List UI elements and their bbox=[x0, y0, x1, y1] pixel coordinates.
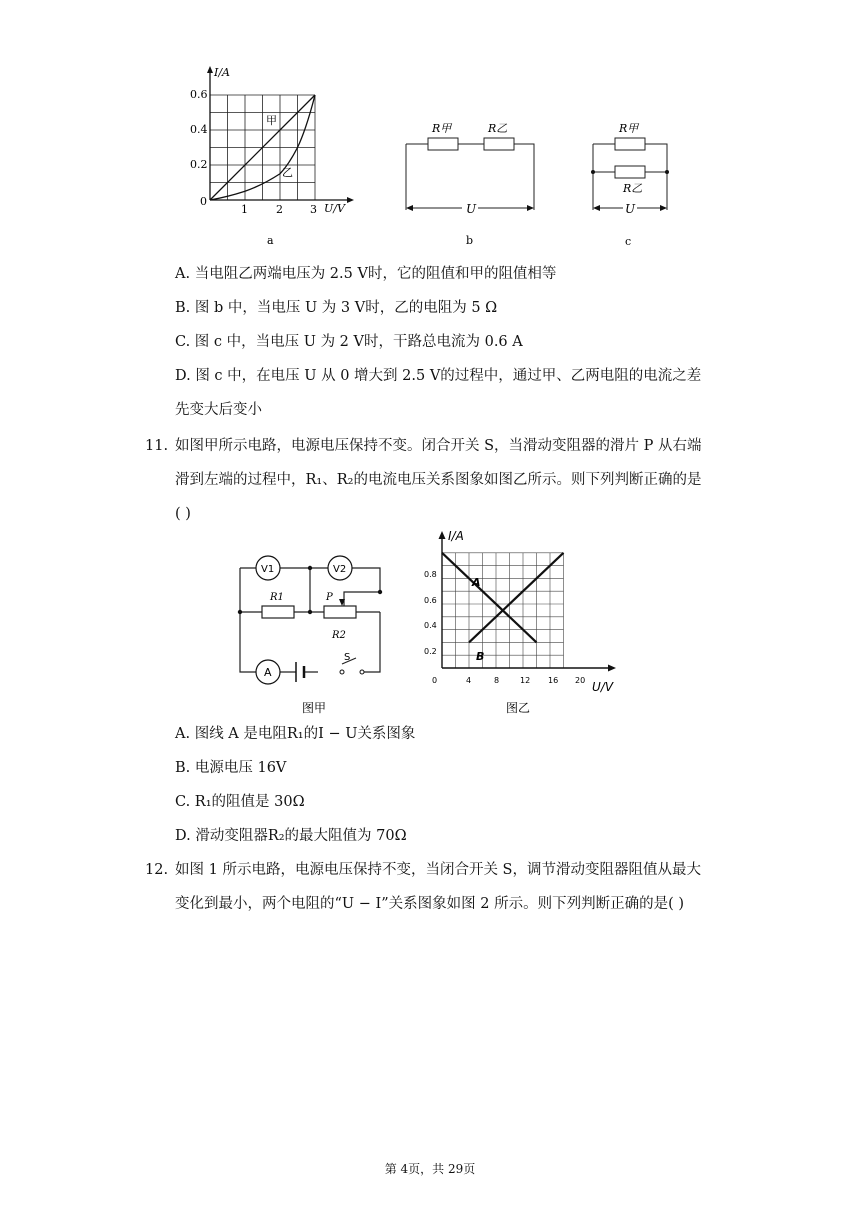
series-yi-label: 乙 bbox=[282, 166, 293, 179]
graph-a-ytick: 0.6 bbox=[190, 88, 208, 101]
q11-r1: R1 bbox=[270, 592, 284, 603]
circuit-c-r2: R乙 bbox=[623, 182, 643, 195]
q11-graph-ylabel: I/A bbox=[448, 529, 464, 543]
graph-a-xtick: 2 bbox=[276, 203, 283, 216]
q11-graph-xtick: 4 bbox=[466, 676, 472, 685]
q10-option-d: D. 图 c 中，在电压 U 从 0 增大到 2.5 V的过程中，通过甲、乙两电阻的电流之差 bbox=[175, 368, 702, 384]
q11-caption-jia: 图甲 bbox=[302, 701, 327, 715]
q11-ammeter: A bbox=[264, 666, 272, 679]
q10-option-c: C. 图 c 中，当电压 U 为 2 V时，干路总电流为 0.6 A bbox=[175, 334, 523, 350]
graph-a-xtick: 1 bbox=[241, 203, 248, 216]
q11-graph-xtick: 12 bbox=[520, 676, 531, 685]
q11-option-c: C. R₁的阻值是 30Ω bbox=[175, 794, 305, 810]
q11-option-a: A. 图线 A 是电阻R₁的I − U关系图象 bbox=[175, 726, 416, 742]
q11-graph-xtick: 20 bbox=[575, 676, 586, 685]
q10-option-a: A. 当电阻乙两端电压为 2.5 V时，它的阻值和甲的阻值相等 bbox=[175, 266, 557, 282]
circuit-b-r2: R乙 bbox=[488, 122, 508, 135]
page-footer: 第 4页，共 29页 bbox=[384, 1162, 476, 1176]
q12-stem-line-2: 变化到最小，两个电阻的“U − I”关系图象如图 2 所示。则下列判断正确的是( ) bbox=[175, 896, 685, 912]
q11-circuit bbox=[232, 548, 392, 718]
caption-b: b bbox=[466, 234, 474, 247]
circuit-c-r1: R甲 bbox=[619, 122, 639, 135]
q11-v1: V1 bbox=[261, 564, 275, 575]
circuit-c-u: U bbox=[625, 202, 636, 216]
graph-a-xlabel: U/V bbox=[324, 202, 345, 215]
q11-v2: V2 bbox=[333, 564, 347, 575]
q11-graph-xtick: 16 bbox=[548, 676, 559, 685]
q11-graph-ytick: 0.6 bbox=[424, 596, 437, 605]
graph-a-ylabel: I/A bbox=[214, 66, 230, 79]
caption-c: c bbox=[625, 235, 632, 248]
q11-switch: S bbox=[344, 652, 351, 663]
circuit-b bbox=[398, 110, 548, 250]
q11-option-b: B. 电源电压 16V bbox=[175, 760, 287, 776]
q11-graph-xtick: 0 bbox=[432, 676, 438, 685]
q10-option-b: B. 图 b 中，当电压 U 为 3 V时，乙的电阻为 5 Ω bbox=[175, 300, 498, 316]
line-a bbox=[442, 553, 537, 643]
q11-option-d: D. 滑动变阻器R₂的最大阻值为 70Ω bbox=[175, 828, 407, 844]
graph-a-xtick: 3 bbox=[310, 203, 317, 216]
q11-stem-line-1: 如图甲所示电路，电源电压保持不变。闭合开关 S，当滑动变阻器的滑片 P 从右端 bbox=[175, 438, 702, 454]
line-b bbox=[469, 553, 564, 643]
circuit-b-r1: R甲 bbox=[432, 122, 452, 135]
graph-a-origin: 0 bbox=[200, 195, 207, 208]
q10-option-d-cont: 先变大后变小 bbox=[175, 402, 262, 418]
line-b-label: B bbox=[476, 650, 485, 663]
q11-stem-line-3: ( ) bbox=[175, 506, 191, 522]
q11-graph bbox=[420, 528, 620, 718]
graph-a-ytick: 0.2 bbox=[190, 158, 208, 171]
q11-graph-ytick: 0.4 bbox=[424, 621, 437, 630]
graph-a bbox=[190, 60, 360, 250]
q12-stem-line-1: 如图 1 所示电路，电源电压保持不变，当闭合开关 S，调节滑动变阻器阻值从最大 bbox=[175, 862, 701, 878]
q12-number: 12. bbox=[145, 862, 169, 878]
q11-graph-xlabel: U/V bbox=[592, 680, 614, 694]
graph-a-ytick: 0.4 bbox=[190, 123, 208, 136]
q11-number: 11. bbox=[145, 438, 169, 454]
q11-graph-xtick: 8 bbox=[494, 676, 500, 685]
q11-stem-line-2: 滑到左端的过程中，R₁、R₂的电流电压关系图象如图乙所示。则下列判断正确的是 bbox=[175, 472, 702, 488]
line-a-label: A bbox=[472, 576, 481, 589]
q11-p: P bbox=[326, 592, 333, 603]
q11-graph-ytick: 0.2 bbox=[424, 647, 437, 656]
q11-caption-yi: 图乙 bbox=[506, 701, 531, 715]
caption-a: a bbox=[267, 234, 274, 247]
circuit-c bbox=[585, 118, 675, 250]
series-jia-label: 甲 bbox=[266, 114, 277, 127]
q11-r2: R2 bbox=[332, 630, 346, 641]
circuit-b-u: U bbox=[466, 202, 477, 216]
q11-graph-ytick: 0.8 bbox=[424, 570, 437, 579]
